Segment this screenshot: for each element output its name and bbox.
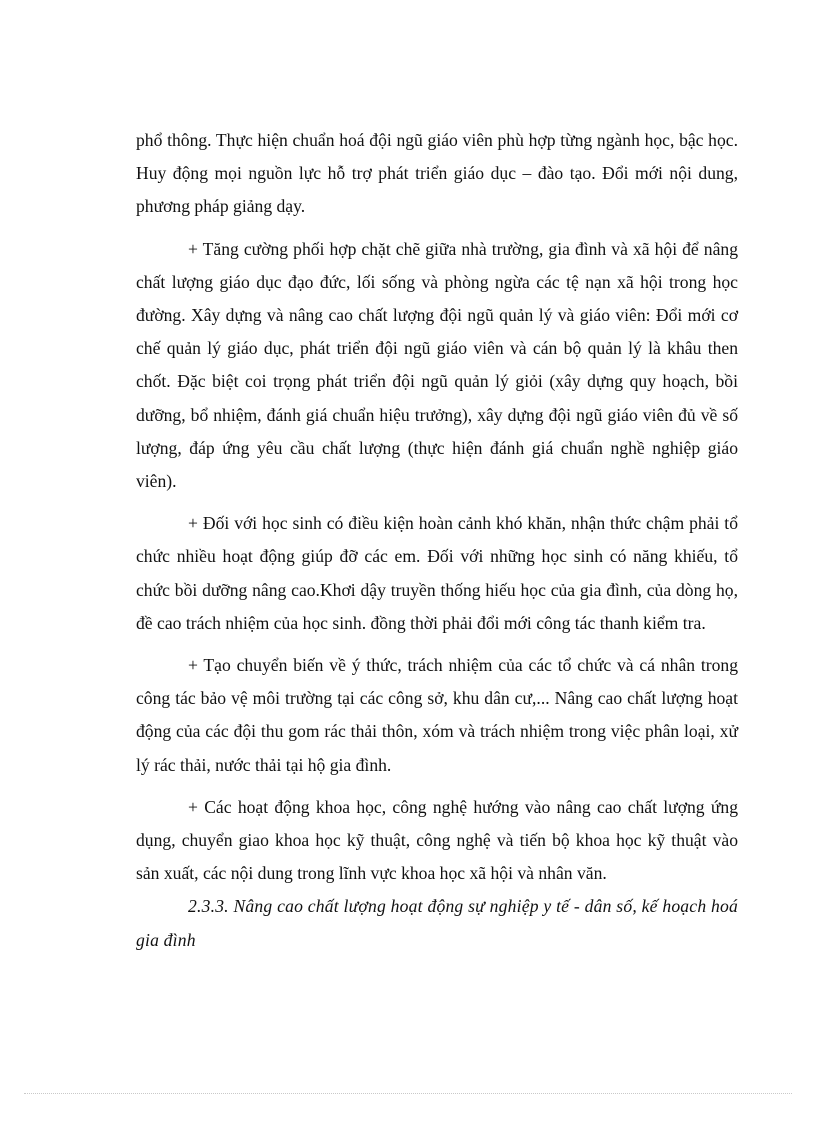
document-page — [136, 124, 738, 957]
paragraph-school-family-coordination: + Tăng cường phối hợp chặt chẽ giữa nhà trường, gia đình và xã hội để nâng chất lượng giáo dục đạo đức, lối sống và phòng ngừa các tệ nạn xã hội trong học đường. Xây dựng và nâng cao chất lượng đội ngũ quản lý và giáo viên: Đổi mới cơ chế quản lý giáo dục, phát triển đội ngũ giáo viên và cán bộ quản lý là khâu then chốt. Đặc biệt coi trọng phát triển đội ngũ quản lý giỏi (xây dựng quy hoạch, bồi dưỡng, bổ nhiệm, đánh giá chuẩn hiệu trưởng), xây dựng đội ngũ giáo viên đủ về số lượng, đáp ứng yêu cầu chất lượng (thực hiện đánh giá chuẩn nghề nghiệp giáo viên). — [136, 238, 738, 492]
paragraph-student-support: + Đối với học sinh có điều kiện hoàn cảnh khó khăn, nhận thức chậm phải tổ chức nhiều hoạt động giúp đỡ các em. Đối với những học sinh có năng khiếu, tổ chức bồi dưỡng nâng cao.Khơi dậy truyền thống hiếu học của gia đình, của dòng họ, đề cao trách nhiệm của học sinh. đồng thời phải đổi mới công tác thanh kiểm tra. — [136, 513, 738, 633]
paragraph-science-technology: + Các hoạt động khoa học, công nghệ hướng vào nâng cao chất lượng ứng dụng, chuyển giao khoa học kỹ thuật, công nghệ và tiến bộ khoa học kỹ thuật vào sản xuất, các nội dung trong lĩnh vực khoa học xã hội và nhân văn. — [136, 796, 738, 884]
paragraph-education-standards: phổ thông. Thực hiện chuẩn hoá đội ngũ giáo viên phù hợp từng ngành học, bậc học. Huy động mọi nguồn lực hỗ trợ phát triển giáo dục – đào tạo. Đổi mới nội dung, phương pháp giảng dạy. — [136, 130, 738, 217]
section-heading-2-3-3: 2.3.3. Nâng cao chất lượng hoạt động sự nghiệp y tế - dân số, kế hoạch hoá gia đình — [136, 896, 738, 950]
paragraph-environment-protection: + Tạo chuyển biến về ý thức, trách nhiệm của các tổ chức và cá nhân trong công tác bảo vệ môi trường tại các công sở, khu dân cư,... Nâng cao chất lượng hoạt động của các đội thu gom rác thải thôn, xóm và trách nhiệm trong việc phân loại, xử lý rác thải, nước thải tại hộ gia đình. — [136, 655, 738, 775]
page-bottom-divider — [24, 1093, 792, 1094]
